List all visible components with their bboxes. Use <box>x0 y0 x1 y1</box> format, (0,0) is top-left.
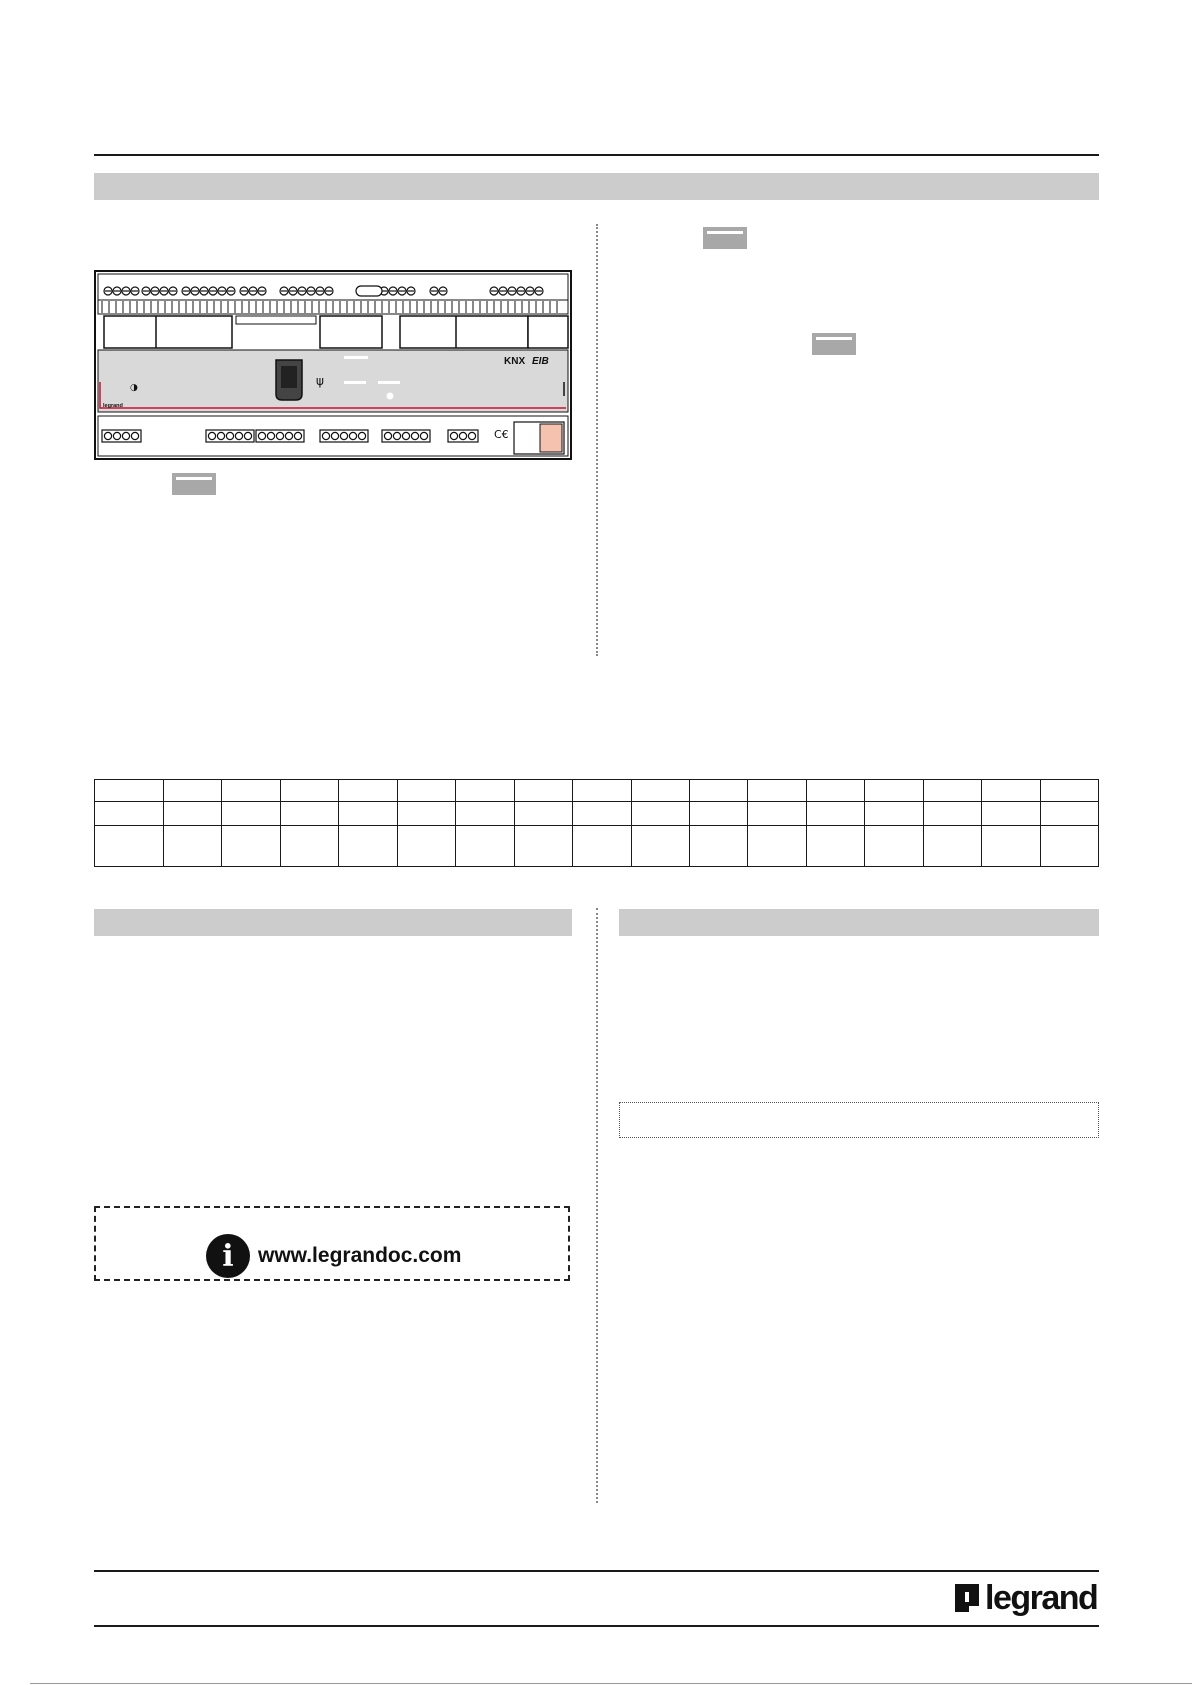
table-cell <box>748 826 806 867</box>
table-cell <box>222 780 280 802</box>
table-cell <box>339 780 397 802</box>
table-cell <box>865 780 923 802</box>
table-cell <box>1040 780 1098 802</box>
device-brand-label: legrand <box>103 403 123 409</box>
spec-table <box>94 779 1099 867</box>
info-box <box>94 1206 570 1281</box>
table-cell <box>514 826 572 867</box>
table-cell <box>865 826 923 867</box>
table-cell <box>280 802 338 826</box>
table-cell <box>923 802 981 826</box>
section-header-band-left <box>94 909 572 936</box>
table-cell <box>514 802 572 826</box>
table-cell <box>982 780 1040 802</box>
column-divider-lower <box>596 908 598 1503</box>
note-box <box>619 1102 1099 1138</box>
page-bottom-rule <box>30 1683 1192 1684</box>
table-cell <box>280 780 338 802</box>
table-cell <box>923 780 981 802</box>
section-header-band <box>94 173 1099 200</box>
table-cell <box>456 802 514 826</box>
info-circle-icon: i <box>206 1234 250 1278</box>
table-cell <box>689 802 747 826</box>
table-cell <box>573 802 631 826</box>
table-row <box>95 802 1099 826</box>
eib-label: EIB <box>532 356 549 367</box>
table-cell <box>339 802 397 826</box>
table-row <box>95 780 1099 802</box>
ce-mark: C€ <box>494 428 509 441</box>
svg-text:◑: ◑ <box>130 383 138 393</box>
table-cell <box>865 802 923 826</box>
table-cell <box>514 780 572 802</box>
table-cell <box>631 802 689 826</box>
marker-tab-right-mid <box>812 333 856 355</box>
table-cell <box>164 826 222 867</box>
table-cell <box>397 802 455 826</box>
marker-tab-left <box>172 473 216 495</box>
table-cell <box>397 780 455 802</box>
legrand-mark-icon <box>955 1584 979 1612</box>
table-cell <box>573 780 631 802</box>
table-cell <box>222 802 280 826</box>
website-link[interactable]: www.legrandoc.com <box>258 1244 462 1267</box>
footer-rule-top <box>94 1570 1099 1572</box>
table-cell <box>748 780 806 802</box>
section-header-band-right <box>619 909 1099 936</box>
marker-tab-right-top <box>703 227 747 249</box>
table-cell <box>95 826 164 867</box>
table-cell <box>982 802 1040 826</box>
table-cell <box>95 802 164 826</box>
column-divider-upper <box>596 224 598 656</box>
top-rule <box>94 154 1099 156</box>
legrand-logo <box>955 1581 1097 1615</box>
table-cell <box>689 826 747 867</box>
table-cell <box>806 780 864 802</box>
table-cell <box>806 826 864 867</box>
knx-label: KNX <box>504 356 526 367</box>
table-cell <box>573 826 631 867</box>
table-cell <box>982 826 1040 867</box>
table-cell <box>923 826 981 867</box>
device-illustration <box>94 270 572 460</box>
table-cell <box>95 780 164 802</box>
table-cell <box>748 802 806 826</box>
table-cell <box>339 826 397 867</box>
table-cell <box>631 780 689 802</box>
table-cell <box>397 826 455 867</box>
table-cell <box>280 826 338 867</box>
table-cell <box>1040 802 1098 826</box>
table-cell <box>631 826 689 867</box>
table-cell <box>806 802 864 826</box>
table-cell <box>164 802 222 826</box>
logo-text: legrand <box>985 1579 1098 1617</box>
table-cell <box>222 826 280 867</box>
table-cell <box>456 826 514 867</box>
svg-text:ψ: ψ <box>316 374 324 388</box>
table-cell <box>456 780 514 802</box>
table-cell <box>164 780 222 802</box>
table-row <box>95 826 1099 867</box>
footer-rule-bottom <box>94 1625 1099 1627</box>
table-cell <box>1040 826 1098 867</box>
table-cell <box>689 780 747 802</box>
